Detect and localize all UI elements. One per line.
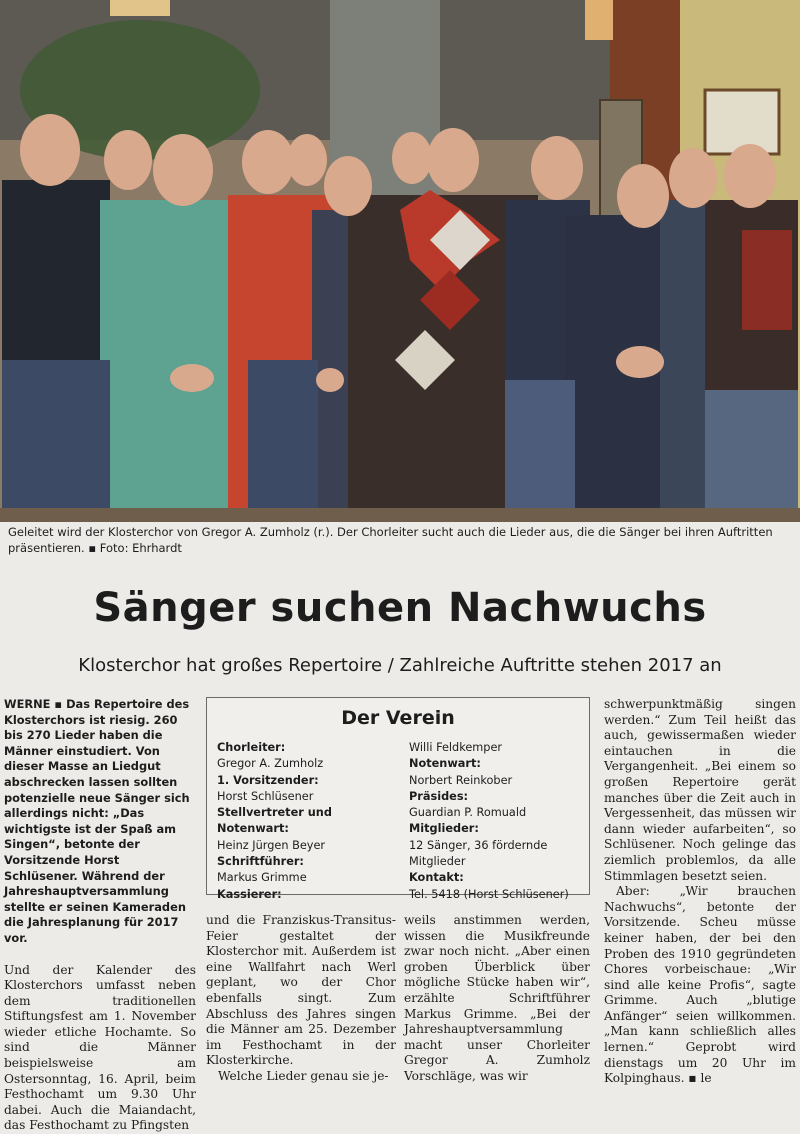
infobox-value: Tel. 5418 (Horst Schlüsener) — [409, 887, 585, 903]
infobox-right-column — [409, 740, 585, 903]
infobox-value: 12 Sänger, 36 fördernde Mitglieder — [409, 838, 585, 871]
photo-caption: Geleitet wird der Klosterchor von Gregor A. Zumholz (r.). Der Chorleiter sucht auch die Lieder aus, die die Sänger bei ihren Auftritten präsentieren. ▪ Foto: Ehrhardt — [8, 524, 794, 556]
infobox-value: Norbert Reinkober — [409, 773, 585, 789]
article-headline: Sänger suchen Nachwuchs — [0, 582, 800, 634]
infobox-key: Kassierer: — [217, 887, 399, 903]
article-subheadline: Klosterchor hat großes Repertoire / Zahlreiche Auftritte stehen 2017 an — [0, 654, 800, 678]
infobox-key: Stellvertreter und Notenwart: — [217, 805, 399, 838]
infobox-value: Gregor A. Zumholz — [217, 756, 399, 772]
article-column-1 — [4, 697, 196, 1134]
infobox-key: Präsides: — [409, 789, 585, 805]
article-body-col2-b: Welche Lieder genau sie je- — [206, 1069, 396, 1085]
infobox-key: Notenwart: — [409, 756, 585, 772]
article-lead: WERNE ▪ Das Repertoire des Klosterchors ist riesig. 260 bis 270 Lieder haben die Männer einstudiert. Von dieser Masse an Liedgut abschrecken lassen sollten potenzielle neue Sänger sich allerdings nicht: „Das wichtigste ist der Spaß am Singen“, betonte der Vorsitzende Horst Schlüsener. Während der Jahreshauptversammlung stellte er seinen Kameraden die Jahresplanung für 2017 vor. — [4, 697, 196, 947]
article-column-4 — [604, 697, 796, 1087]
article-body-col1: Und der Kalender des Klosterchors umfasst neben dem traditionellen Stiftungsfest am 1. November wieder etliche Hochamte. So sind die Männer beispielsweise am Ostersonntag, 16. April, beim Festhochamt um 9.30 Uhr dabei. Auch die Maiandacht, das Festhochamt zu Pfingsten — [4, 963, 196, 1134]
infobox-value: Willi Feldkemper — [409, 740, 585, 756]
infobox-value: Heinz Jürgen Beyer — [217, 838, 399, 854]
infobox-key: Kontakt: — [409, 870, 585, 886]
article-column-3 — [404, 913, 590, 1085]
choir-photo-illustration — [0, 0, 800, 522]
infobox-key: Schriftführer: — [217, 854, 399, 870]
infobox-key: 1. Vorsitzender: — [217, 773, 399, 789]
infobox-der-verein — [206, 697, 590, 895]
article-body-col3: weils anstimmen werden, wissen die Musikfreunde zwar noch nicht. „Aber einen groben Überblick über mögliche Stücke haben wir“, erzählte Schriftführer Markus Grimme. „Bei der Jahreshauptversammlung macht unser Chorleiter Gregor A. Zumholz Vorschläge, was wir — [404, 913, 590, 1085]
infobox-value: Guardian P. Romuald — [409, 805, 585, 821]
infobox-key: Mitglieder: — [409, 821, 585, 837]
infobox-left-column — [217, 740, 399, 903]
infobox-value: Markus Grimme — [217, 870, 399, 886]
choir-photo — [0, 0, 800, 522]
article-body-col4: schwerpunktmäßig singen werden.“ Zum Teil heißt das auch, gewissermaßen wieder eintauchen in die Vergangenheit. „Bei einem so großen Repertoire gerät manches über die Zeit auch in Vergessenheit, das müssen wir dann wieder aufarbeiten“, so Schlüsener. Noch gelinge das ziemlich problemlos, da alle Stimmlagen besetzt seien. — [604, 697, 796, 884]
article-body-col4-b: Aber: „Wir brauchen Nachwuchs“, betonte der Vorsitzende. Scheu müsse keiner haben, der bei den Proben des 1910 gegründeten Chores vorbeischaue: „Wir sind alle keine Profis“, sagte Grimme. Auch „blutige Anfänger“ seien willkommen. „Man kann schließlich alles lernen.“ Geprobt wird dienstags um 20 Uhr im Kolpinghaus. ▪ le — [604, 884, 796, 1087]
infobox-value: Horst Schlüsener — [217, 789, 399, 805]
infobox-title: Der Verein — [207, 706, 589, 730]
infobox-key: Chorleiter: — [217, 740, 399, 756]
article-column-2 — [206, 913, 396, 1085]
article-body-col2: und die Franziskus-Transitus-Feier gestaltet der Klosterchor mit. Außerdem ist eine Wallfahrt nach Werl geplant, wo der Chor ebenfalls singt. Zum Abschluss des Jahres singen die Männer am 25. Dezember im Festhochamt in der Klosterkirche. — [206, 913, 396, 1069]
